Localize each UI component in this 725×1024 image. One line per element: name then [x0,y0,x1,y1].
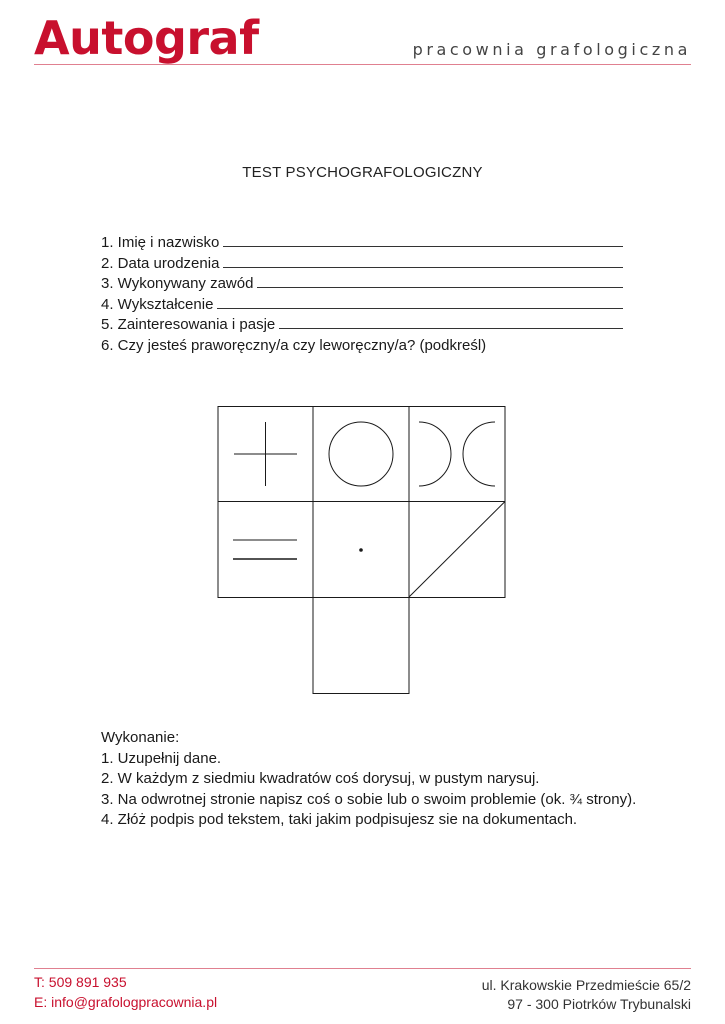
phone-number: T: 509 891 935 [34,974,127,990]
email-address: E: info@grafologpracownia.pl [34,994,218,1010]
tagline: pracownia grafologiczna [412,40,691,59]
instruction-step: 2. W każdym z siedmiu kwadratów coś dorysuj, w pustym narysuj. [101,770,540,788]
instruction-step: 3. Na odwrotnej stronie napisz coś o sobie lub o swoim problemie (ok. ¾ strony). [101,790,637,808]
logo: Autograf [34,11,259,65]
arc-right-facing [419,422,451,486]
field-label: 3. Wykonywany zawód [101,275,254,293]
instruction-step: 1. Uzupełnij dane. [101,749,222,767]
circle-shape [329,422,393,486]
footer-contact [34,972,217,1012]
square-empty[interactable] [313,598,409,694]
instruction-step: 4. Złóż podpis pod tekstem, taki jakim podpisujesz sie na dokumentach. [101,811,578,829]
field-label: 5. Zainteresowania i pasje [101,316,276,334]
address-city: 97 - 300 Piotrków Trybunalski [507,996,691,1012]
footer-address [482,976,691,1014]
page-title: TEST PSYCHOGRAFOLOGICZNY [242,164,483,181]
diagonal-line [409,502,505,598]
instructions-heading: Wykonanie: [101,729,180,746]
field-label: 2. Data urodzenia [101,254,220,272]
footer-divider [34,968,691,969]
square-arcs[interactable] [409,407,505,502]
square-circle[interactable] [313,407,409,502]
arc-left-facing [463,422,495,486]
square-lines[interactable] [218,502,313,598]
center-dot [359,548,363,552]
instructions [101,728,636,831]
question-text: 6. Czy jesteś praworęczny/a czy leworęczny/a? (podkreśl) [101,336,487,354]
field-label: 1. Imię i nazwisko [101,234,220,251]
address-street: ul. Krakowskie Przedmieście 65/2 [481,977,691,993]
field-label: 4. Wykształcenie [101,295,214,313]
